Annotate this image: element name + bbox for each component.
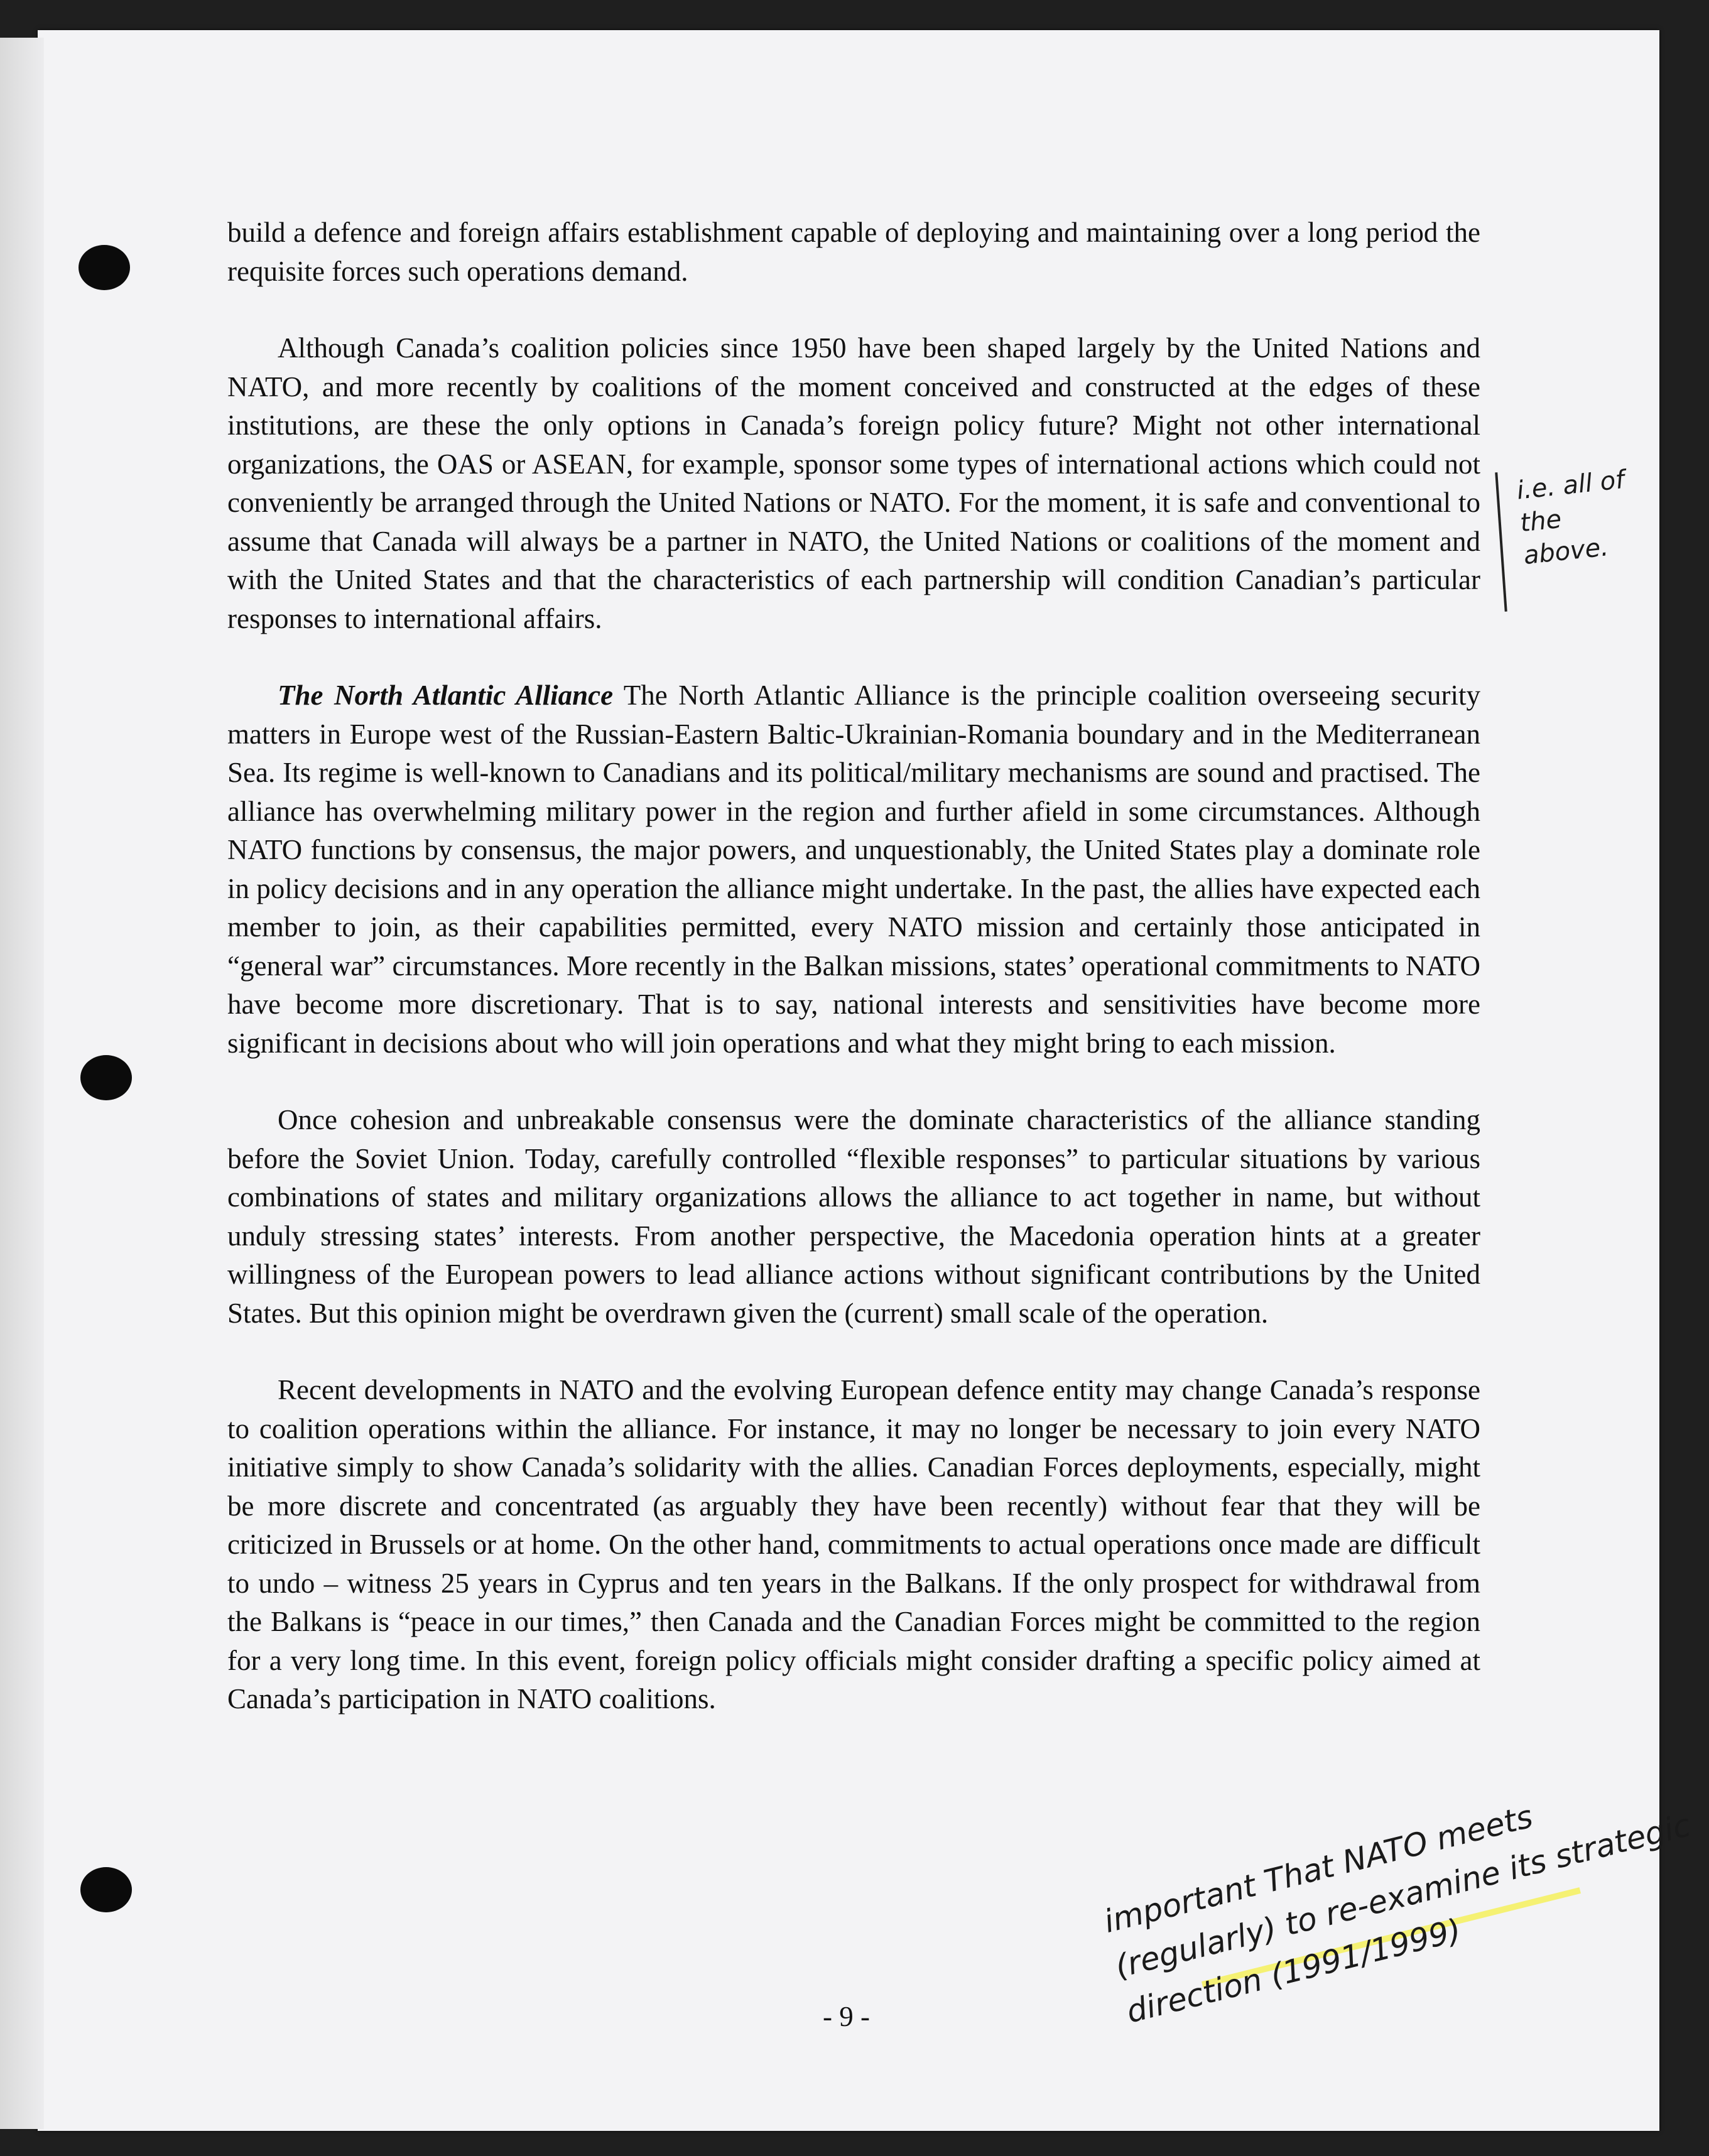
handwritten-margin-note: i.e. all of the above. (1515, 465, 1626, 571)
binder-edge (0, 38, 44, 2129)
paragraph-5 (227, 1371, 1480, 1719)
document-body (227, 214, 1480, 1757)
punch-hole-top (79, 245, 130, 290)
paragraph-4-text: Once cohesion and unbreakable consensus were the dominate characteristics of the alliance standing before the Soviet Union. Today, carefully controlled “flexible responses” to particular situations by various combinations of states and military organizations allows the alliance to act together in name, but without unduly stressing states’ interests. From another perspective, the Macedonia operation hints at a greater willingness of the European powers to lead alliance actions without significant contributions by the United States. But this opinion might be overdrawn given the (current) small scale of the operation. (227, 1104, 1480, 1329)
paragraph-1 (227, 214, 1480, 291)
paragraph-3-text: The North Atlantic Alliance is the principle coalition overseeing security matters in Europe west of the Russian-Eastern Baltic-Ukrainian-Romania boundary and in the Mediterranean Sea. Its regime is well-known to Canadians and its political/military mechanisms are sound and practised. The alliance has overwhelming military power in the region and further afield in some circumstances. Although NATO functions by consensus, the major powers, and unquestionably, the United States play a dominate role in policy decisions and in any operation the alliance might undertake. In the past, the allies have expected each member to join, as their capabilities permitted, every NATO mission and certainly those anticipated in “general war” circumstances. More recently in the Balkan missions, states’ operational commitments to NATO have become more discretionary. That is to say, national interests and sensitivities have become more significant in decisions about who will join operations and what they might bring to each mission. (227, 680, 1480, 1059)
paragraph-4 (227, 1101, 1480, 1333)
punch-hole-middle (80, 1055, 132, 1100)
paragraph-2-text: Although Canada’s coalition policies since 1950 have been shaped largely by the United Nations and NATO, and more recently by coalitions of the moment conceived and constructed at the edges of these institutions, are these the only options in Canada’s foreign policy future? Might not other international organizations, the OAS or ASEAN, for example, sponsor some types of international actions which could not conveniently be arranged through the United Nations or NATO. For the moment, it is safe and conventional to assume that Canada will always be a partner in NATO, the United Nations or coalitions of the moment and with the United States and that the characteristics of each partnership will condition Canadian’s particular responses to international affairs. (227, 332, 1480, 634)
section-heading: The North Atlantic Alliance (278, 680, 614, 711)
page-number: - 9 - (823, 2001, 870, 2032)
paragraph-3 (227, 676, 1480, 1063)
punch-hole-bottom (80, 1867, 132, 1912)
paragraph-1-text: build a defence and foreign affairs establishment capable of deploying and maintaining over a long period the requisite forces such operations demand. (227, 217, 1480, 287)
paragraph-5-text: Recent developments in NATO and the evolving European defence entity may change Canada’s response to coalition operations within the alliance. For instance, it may no longer be necessary to join every NATO initiative simply to show Canada’s solidarity with the allies. Canadian Forces deployments, especially, might be more discrete and concentrated (as arguably they have been recently) without fear that they will be criticized in Brussels or at home. On the other hand, commitments to actual operations once made are difficult to undo – witness 25 years in Cyprus and ten years in the Balkans. If the only prospect for withdrawal from the Balkans is “peace in our times,” then Canada and the Canadian Forces might be committed to the region for a very long time. In this event, foreign policy officials might consider drafting a specific policy aimed at Canada’s participation in NATO coalitions. (227, 1374, 1480, 1715)
handwritten-bottom-note: important That NATO meets (regularly) to re-examine its strategic direction (1991/1999) (1100, 1798, 1695, 2030)
paragraph-2 (227, 329, 1480, 638)
